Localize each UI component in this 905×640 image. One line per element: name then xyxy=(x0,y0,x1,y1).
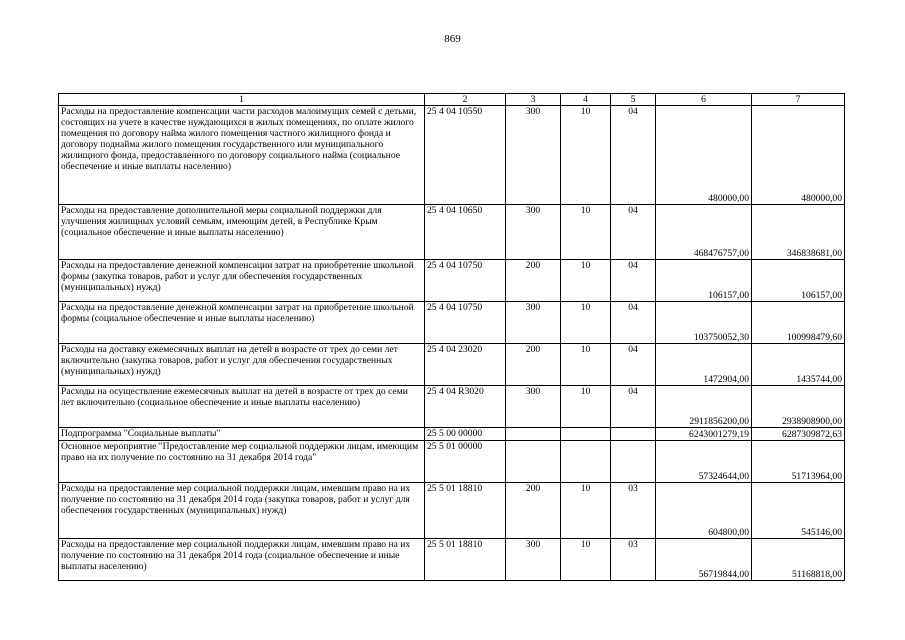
column-header: 1 xyxy=(59,94,425,106)
row-amount-1: 106157,00 xyxy=(656,260,752,302)
row-section: 10 xyxy=(561,483,611,539)
row-section: 10 xyxy=(561,260,611,302)
budget-table xyxy=(58,93,845,581)
row-amount-2: 6287309872,63 xyxy=(752,428,845,441)
row-section xyxy=(561,428,611,441)
row-code: 25 4 04 10650 xyxy=(425,205,506,260)
row-subsection: 03 xyxy=(611,539,656,581)
row-subsection: 04 xyxy=(611,386,656,428)
row-expense-type xyxy=(506,441,561,483)
table-row xyxy=(59,441,845,483)
table-row xyxy=(59,539,845,581)
table-row xyxy=(59,302,845,344)
row-code: 25 4 04 R3020 xyxy=(425,386,506,428)
row-section xyxy=(561,441,611,483)
row-description: Расходы на осуществление ежемесячных выплат на детей в возрасте от трех до семи лет включительно (социальное обеспечение и иные выплаты населению) xyxy=(59,386,425,428)
row-amount-2: 51168818,00 xyxy=(752,539,845,581)
row-expense-type: 300 xyxy=(506,302,561,344)
row-section: 10 xyxy=(561,106,611,205)
row-description: Расходы на предоставление компенсации части расходов малоимущих семей с детьми, состоящих на учете в качестве нуждающихся в жилых помещениях, по оплате жилого помещения по договору найма жилого помещения частного жилищного фонда и договору поднайма жилого помещения государственного или муниципального жилищного фонда, предоставленного по договору социального найма (социальное обеспечение и иные выплаты населению) xyxy=(59,106,425,205)
row-subsection xyxy=(611,441,656,483)
page-number: 869 xyxy=(444,33,461,45)
row-expense-type: 300 xyxy=(506,205,561,260)
row-section: 10 xyxy=(561,302,611,344)
row-section: 10 xyxy=(561,344,611,386)
row-amount-1: 103750052,30 xyxy=(656,302,752,344)
row-expense-type xyxy=(506,428,561,441)
row-amount-2: 480000,00 xyxy=(752,106,845,205)
row-section: 10 xyxy=(561,386,611,428)
table-row xyxy=(59,428,845,441)
row-expense-type: 200 xyxy=(506,344,561,386)
row-code: 25 4 04 23020 xyxy=(425,344,506,386)
table-row xyxy=(59,205,845,260)
row-code: 25 4 04 10550 xyxy=(425,106,506,205)
row-expense-type: 200 xyxy=(506,260,561,302)
row-code: 25 4 04 10750 xyxy=(425,260,506,302)
row-amount-2: 106157,00 xyxy=(752,260,845,302)
table-row xyxy=(59,344,845,386)
column-header: 3 xyxy=(506,94,561,106)
header-row xyxy=(59,94,845,106)
row-code: 25 5 01 18810 xyxy=(425,539,506,581)
row-subsection: 03 xyxy=(611,483,656,539)
row-amount-1: 2911856200,00 xyxy=(656,386,752,428)
row-code: 25 4 04 10750 xyxy=(425,302,506,344)
row-expense-type: 300 xyxy=(506,106,561,205)
row-code: 25 5 01 18810 xyxy=(425,483,506,539)
row-section: 10 xyxy=(561,205,611,260)
row-section: 10 xyxy=(561,539,611,581)
row-amount-2: 1435744,00 xyxy=(752,344,845,386)
row-amount-2: 51713964,00 xyxy=(752,441,845,483)
row-amount-1: 468476757,00 xyxy=(656,205,752,260)
row-amount-1: 57324644,00 xyxy=(656,441,752,483)
row-description: Расходы на предоставление денежной компенсации затрат на приобретение школьной формы (закупка товаров, работ и услуг для обеспечения государственных (муниципальных) нужд) xyxy=(59,260,425,302)
table-row xyxy=(59,386,845,428)
row-amount-2: 100998479,60 xyxy=(752,302,845,344)
row-description: Расходы на предоставление мер социальной поддержки лицам, имевшим право на их получение по состоянию на 31 декабря 2014 года (закупка товаров, работ и услуг для обеспечения государственных (муниципальных) нужд) xyxy=(59,483,425,539)
row-expense-type: 300 xyxy=(506,539,561,581)
row-subsection: 04 xyxy=(611,260,656,302)
row-expense-type: 200 xyxy=(506,483,561,539)
row-amount-1: 604800,00 xyxy=(656,483,752,539)
row-description: Расходы на предоставление денежной компенсации затрат на приобретение школьной формы (социальное обеспечение и иные выплаты населению) xyxy=(59,302,425,344)
row-amount-1: 6243001279,19 xyxy=(656,428,752,441)
row-expense-type: 300 xyxy=(506,386,561,428)
column-header: 2 xyxy=(425,94,506,106)
row-description: Расходы на предоставление мер социальной поддержки лицам, имевшим право на их получение по состоянию на 31 декабря 2014 года (социальное обеспечение и иные выплаты населению) xyxy=(59,539,425,581)
row-subsection: 04 xyxy=(611,205,656,260)
row-amount-1: 56719844,00 xyxy=(656,539,752,581)
column-header: 5 xyxy=(611,94,656,106)
row-description: Расходы на предоставление дополнительной меры социальной поддержки для улучшения жилищных условий семьям, имеющим детей, в Республике Крым (социальное обеспечение и иные выплаты населению) xyxy=(59,205,425,260)
row-code: 25 5 01 00000 xyxy=(425,441,506,483)
table-row xyxy=(59,260,845,302)
row-subsection xyxy=(611,428,656,441)
row-description: Основное мероприятие "Предоставление мер социальной поддержки лицам, имеющим право на их получение по состоянию на 31 декабря 2014 года" xyxy=(59,441,425,483)
table-row xyxy=(59,483,845,539)
row-description: Расходы на доставку ежемесячных выплат на детей в возрасте от трех до семи лет включительно (закупка товаров, работ и услуг для обеспечения государственных (муниципальных) нужд) xyxy=(59,344,425,386)
column-header: 6 xyxy=(656,94,752,106)
row-amount-2: 346838681,00 xyxy=(752,205,845,260)
row-subsection: 04 xyxy=(611,302,656,344)
table-row xyxy=(59,106,845,205)
row-amount-1: 1472904,00 xyxy=(656,344,752,386)
column-header: 7 xyxy=(752,94,845,106)
column-header: 4 xyxy=(561,94,611,106)
row-subsection: 04 xyxy=(611,344,656,386)
row-amount-2: 2938908900,00 xyxy=(752,386,845,428)
row-subsection: 04 xyxy=(611,106,656,205)
row-description: Подпрограмма "Социальные выплаты" xyxy=(59,428,425,441)
row-code: 25 5 00 00000 xyxy=(425,428,506,441)
row-amount-2: 545146,00 xyxy=(752,483,845,539)
row-amount-1: 480000,00 xyxy=(656,106,752,205)
